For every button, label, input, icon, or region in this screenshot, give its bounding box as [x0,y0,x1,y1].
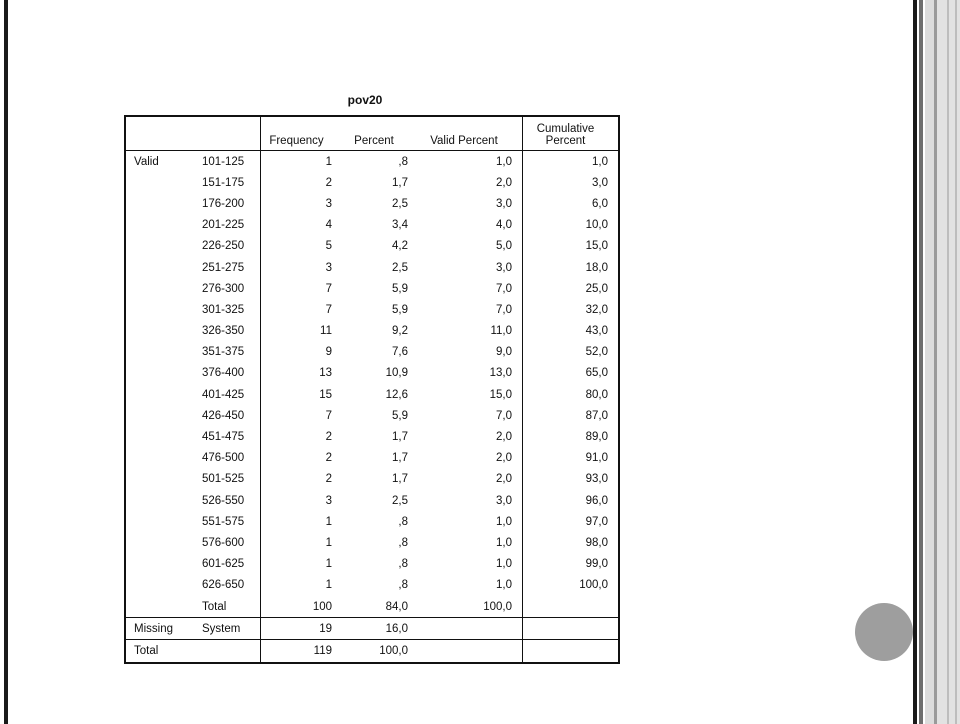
table-row [125,151,619,173]
slide-right-stripe [925,0,934,724]
row-label: 226-250 [202,240,245,253]
cell-cumulative-percent: 87,0 [523,405,620,426]
cell-valid-percent: 2,0 [496,473,512,486]
row-group [125,511,202,532]
cell-valid-percent: 1,0 [496,579,512,592]
cell-valid-percent: 11,0 [490,325,512,338]
row-label: 526-550 [202,494,245,507]
cell-valid-percent: 5,0 [496,240,512,253]
table-row [125,321,619,342]
cell-valid-percent: 7,0 [496,282,512,295]
cell-frequency: 19 [261,618,341,640]
cell-percent: 5,9 [392,409,408,422]
cell-cumulative-percent: 93,0 [523,469,620,490]
cell-percent: 1,7 [392,452,408,465]
cell-frequency: 3 [261,257,341,278]
row-group [125,448,202,469]
cell-percent: ,8 [398,579,408,592]
row-group [125,405,202,426]
cell-valid-percent: 7,0 [496,303,512,316]
cell-cumulative-percent: 15,0 [523,236,620,257]
header-valid-percent: Valid Percent [416,116,523,151]
header-cumulative-line1: Cumulative [536,123,595,135]
row-label: 601-625 [202,558,245,571]
row-group [125,596,202,618]
cell-cumulative-percent: 1,0 [523,151,620,173]
cell-percent: 3,4 [392,219,408,232]
row-label: 426-450 [202,409,245,422]
header-percent: Percent [340,116,416,151]
cell-percent: 10,9 [385,367,408,380]
cell-cumulative-percent: 80,0 [523,384,620,405]
cell-frequency: 1 [261,532,341,553]
cell-valid-percent [416,640,523,663]
cell-frequency: 3 [261,193,341,214]
table-row [125,193,619,214]
cell-cumulative-percent: 52,0 [523,342,620,363]
cell-valid-percent: 2,0 [496,431,512,444]
row-group [125,575,202,596]
cell-percent: 12,6 [385,388,408,401]
row-label: 501-525 [202,473,245,486]
cell-frequency: 13 [261,363,341,384]
slide-left-border [4,0,8,724]
cell-frequency: 2 [261,426,341,447]
cell-percent: 2,5 [392,494,408,507]
row-label: 576-600 [202,536,245,549]
header-cumulative-percent [523,116,620,151]
row-label: 476-500 [202,452,245,465]
cell-frequency: 119 [261,640,341,663]
table-row [125,640,619,663]
cell-cumulative-percent: 65,0 [523,363,620,384]
cell-cumulative-percent: 43,0 [523,321,620,342]
table-row [125,469,619,490]
cell-valid-percent: 1,0 [496,155,512,168]
cell-frequency: 15 [261,384,341,405]
row-label: 551-575 [202,515,245,528]
cell-cumulative-percent: 18,0 [523,257,620,278]
cell-percent: 1,7 [392,473,408,486]
row-label: 351-375 [202,346,245,359]
table-row [125,532,619,553]
row-label: 626-650 [202,579,245,592]
table-row [125,405,619,426]
row-group [125,426,202,447]
cell-frequency: 2 [261,448,341,469]
cell-cumulative-percent: 100,0 [523,575,620,596]
cell-percent: 5,9 [392,303,408,316]
cell-cumulative-percent: 91,0 [523,448,620,469]
table-row [125,342,619,363]
slide-right-border [913,0,917,724]
cell-cumulative-percent: 89,0 [523,426,620,447]
cell-frequency: 4 [261,215,341,236]
cell-valid-percent: 15,0 [489,388,512,401]
row-group [125,257,202,278]
table-row [125,215,619,236]
row-group [125,532,202,553]
row-group: Missing [125,618,202,640]
table-row [125,384,619,405]
cell-percent: 84,0 [385,600,408,613]
header-cumulative-line2: Percent [545,135,586,147]
table-row [125,236,619,257]
table-row [125,618,619,640]
cell-valid-percent: 1,0 [496,515,512,528]
table-row [125,363,619,384]
cell-valid-percent: 9,0 [496,346,512,359]
table-row [125,299,619,320]
row-label: 201-225 [202,219,245,232]
cell-cumulative-percent: 99,0 [523,554,620,575]
row-group [125,342,202,363]
cell-valid-percent: 2,0 [496,176,512,189]
row-label: 101-125 [202,155,245,168]
cell-cumulative-percent: 98,0 [523,532,620,553]
cell-valid-percent: 3,0 [496,261,512,274]
row-label: 276-300 [202,282,245,295]
cell-frequency: 1 [261,511,341,532]
table-header-row [125,116,619,151]
row-group [125,363,202,384]
cell-frequency: 5 [261,236,341,257]
cell-valid-percent: 2,0 [496,452,512,465]
row-group [125,299,202,320]
row-label: 301-325 [202,303,245,316]
table-body [125,151,619,663]
cell-frequency: 7 [261,405,341,426]
cell-percent: ,8 [398,536,408,549]
cell-cumulative-percent: 25,0 [523,278,620,299]
cell-cumulative-percent [523,618,620,640]
table-row [125,511,619,532]
table-row [125,426,619,447]
row-group: Total [125,640,202,663]
row-label: 376-400 [202,367,245,380]
cell-valid-percent [416,618,523,640]
slide-right-stripe [947,0,949,724]
row-group [125,554,202,575]
row-group [125,193,202,214]
cell-cumulative-percent: 32,0 [523,299,620,320]
header-group [125,116,202,151]
slide-right-stripe [919,0,923,724]
cell-valid-percent: 1,0 [496,558,512,571]
cell-frequency: 1 [261,151,341,173]
row-group [125,215,202,236]
cell-frequency: 9 [261,342,341,363]
cell-percent: 1,7 [392,431,408,444]
row-label: 326-350 [202,325,245,338]
table-row [125,575,619,596]
cell-frequency: 11 [261,321,341,342]
row-group [125,321,202,342]
cell-cumulative-percent: 97,0 [523,511,620,532]
cell-valid-percent: 3,0 [496,197,512,210]
cell-percent: 5,9 [392,282,408,295]
cell-valid-percent: 3,0 [496,494,512,507]
row-group [125,490,202,511]
row-label: Total [202,600,227,613]
table-row [125,257,619,278]
cell-percent: 1,7 [392,176,408,189]
row-label: 151-175 [202,176,245,189]
cell-percent: 9,2 [392,325,408,338]
row-label [202,640,261,663]
cell-frequency: 7 [261,299,341,320]
row-label: 251-275 [202,261,245,274]
table-title: pov20 [347,93,383,107]
cell-frequency: 3 [261,490,341,511]
cell-cumulative-percent: 6,0 [523,193,620,214]
cell-percent: 2,5 [392,197,408,210]
row-group [125,469,202,490]
cell-percent: 4,2 [392,240,408,253]
cell-valid-percent: 13,0 [489,367,512,380]
table-row [125,278,619,299]
cell-percent: ,8 [398,515,408,528]
cell-percent: 100,0 [340,640,416,663]
cell-frequency: 2 [261,172,341,193]
table-row [125,596,619,618]
row-label: 451-475 [202,431,245,444]
row-label: 401-425 [202,388,245,401]
table-row [125,554,619,575]
cell-percent: ,8 [398,155,408,168]
cell-cumulative-percent: 10,0 [523,215,620,236]
row-group [125,384,202,405]
slide-right-stripe [955,0,957,724]
decorative-circle [855,603,913,661]
cell-percent: 7,6 [392,346,408,359]
cell-cumulative-percent: 96,0 [523,490,620,511]
cell-frequency: 1 [261,575,341,596]
table-row [125,448,619,469]
table-row [125,490,619,511]
cell-cumulative-percent [523,596,620,618]
cell-cumulative-percent: 3,0 [523,172,620,193]
cell-cumulative-percent [523,640,620,663]
cell-frequency: 1 [261,554,341,575]
row-label: 176-200 [202,197,245,210]
row-group [125,236,202,257]
table-row [125,172,619,193]
cell-percent: 16,0 [340,618,416,640]
cell-percent: ,8 [398,558,408,571]
row-group: Valid [134,155,159,168]
cell-valid-percent: 1,0 [496,536,512,549]
row-group [125,172,202,193]
cell-valid-percent: 100,0 [483,600,512,613]
frequency-table [124,115,620,664]
row-group [125,278,202,299]
header-frequency: Frequency [261,116,341,151]
cell-valid-percent: 4,0 [496,219,512,232]
cell-frequency: 7 [261,278,341,299]
row-label: System [202,618,261,640]
cell-percent: 2,5 [392,261,408,274]
cell-valid-percent: 7,0 [496,409,512,422]
cell-frequency: 2 [261,469,341,490]
header-label [202,116,261,151]
cell-frequency: 100 [261,596,341,618]
